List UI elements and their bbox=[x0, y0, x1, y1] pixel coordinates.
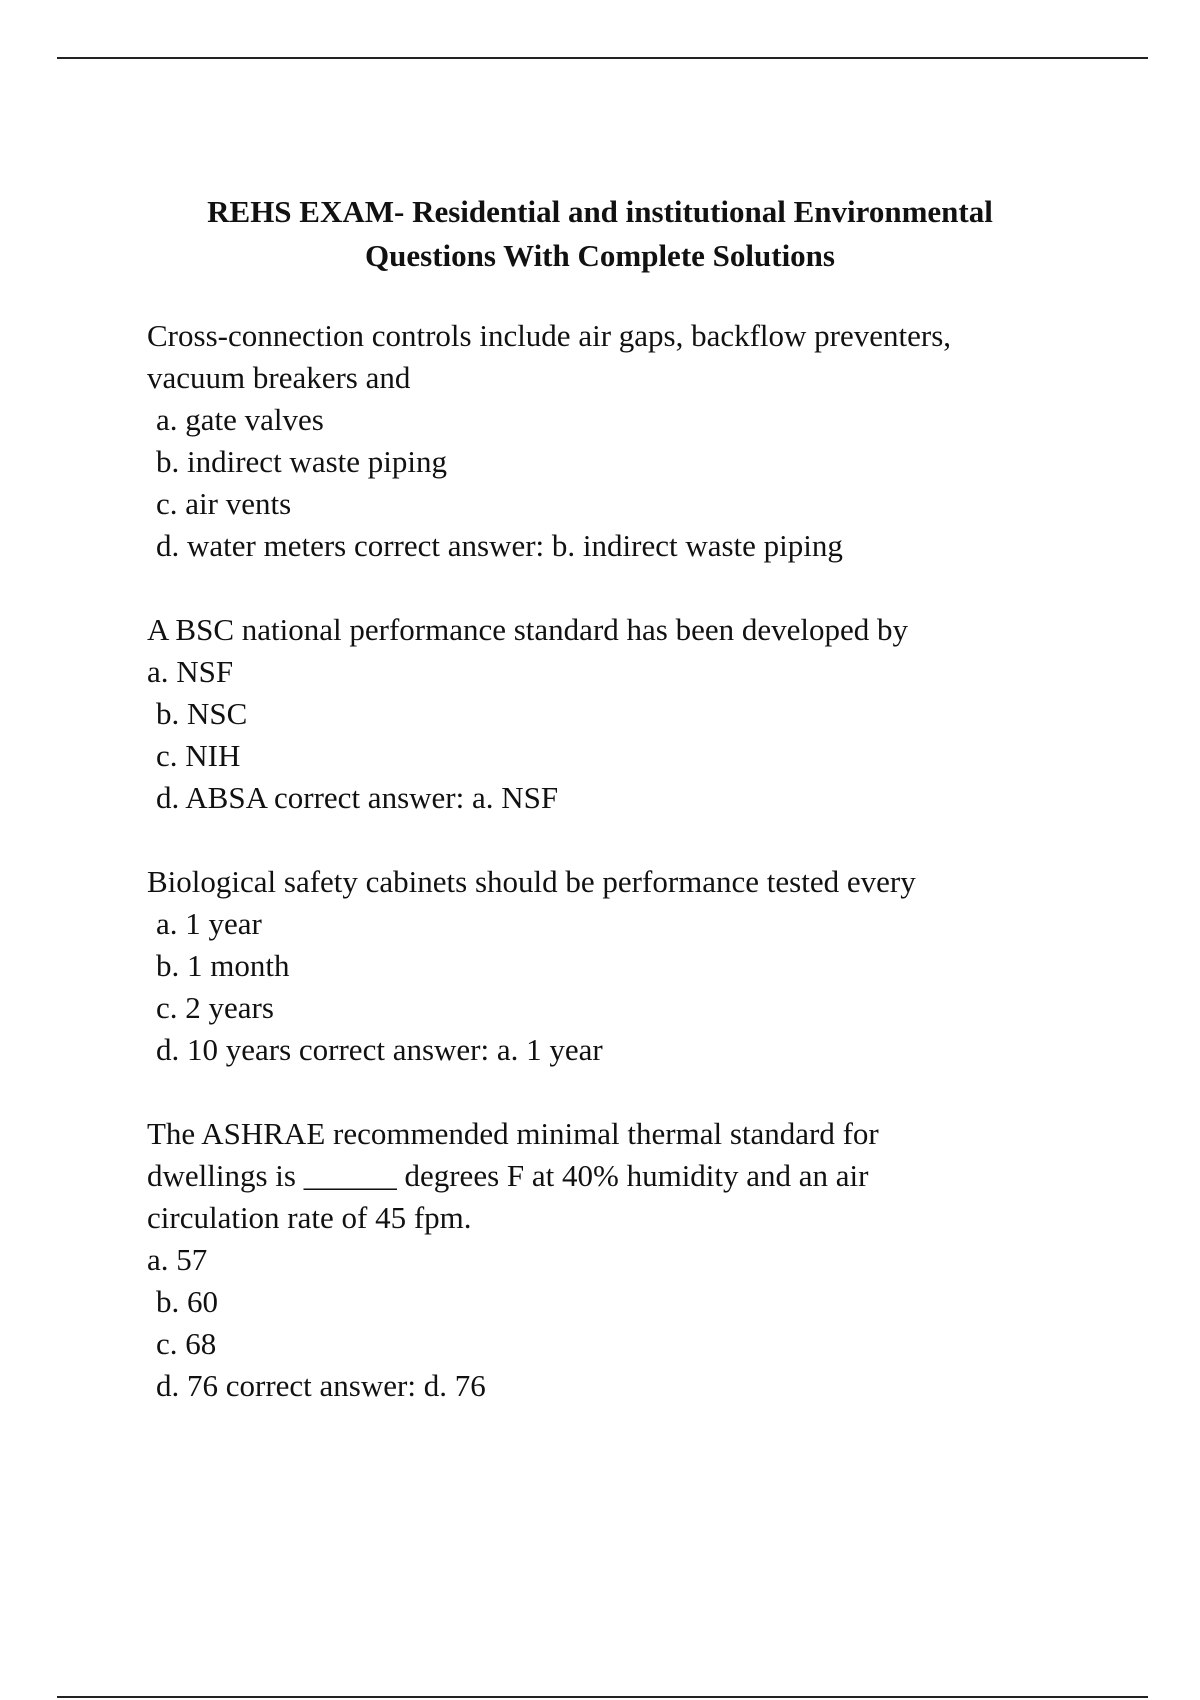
option-a: a. NSF bbox=[147, 654, 234, 689]
question-1 bbox=[147, 315, 1107, 567]
option-c: c. NIH bbox=[156, 738, 241, 773]
option-c: c. 2 years bbox=[156, 990, 274, 1025]
option-b: b. 1 month bbox=[156, 948, 290, 983]
question-2 bbox=[147, 609, 1107, 819]
option-d-answer: d. ABSA correct answer: a. NSF bbox=[156, 780, 559, 815]
question-stem: Cross-connection controls include air gaps, backflow preventers, bbox=[147, 318, 952, 353]
option-a: a. 57 bbox=[147, 1242, 208, 1277]
top-rule bbox=[57, 57, 1148, 59]
question-stem: dwellings is ______ degrees F at 40% humidity and an air bbox=[147, 1158, 869, 1193]
option-b: b. indirect waste piping bbox=[156, 444, 447, 479]
option-c: c. air vents bbox=[156, 486, 292, 521]
title-line-2: Questions With Complete Solutions bbox=[365, 238, 835, 273]
document-title bbox=[0, 190, 1200, 278]
bottom-rule bbox=[57, 1696, 1148, 1698]
question-stem: circulation rate of 45 fpm. bbox=[147, 1200, 472, 1235]
question-stem: vacuum breakers and bbox=[147, 360, 411, 395]
option-d-answer: d. 76 correct answer: d. 76 bbox=[156, 1368, 486, 1403]
question-3 bbox=[147, 861, 1107, 1071]
question-stem: A BSC national performance standard has been developed by bbox=[147, 612, 908, 647]
question-4 bbox=[147, 1113, 1107, 1407]
option-c: c. 68 bbox=[156, 1326, 217, 1361]
question-stem: Biological safety cabinets should be performance tested every bbox=[147, 864, 916, 899]
option-d-answer: d. 10 years correct answer: a. 1 year bbox=[156, 1032, 603, 1067]
option-b: b. NSC bbox=[156, 696, 248, 731]
title-line-1: REHS EXAM- Residential and institutional Environmental bbox=[207, 194, 993, 229]
option-b: b. 60 bbox=[156, 1284, 218, 1319]
option-a: a. gate valves bbox=[156, 402, 324, 437]
option-d-answer: d. water meters correct answer: b. indirect waste piping bbox=[156, 528, 843, 563]
option-a: a. 1 year bbox=[156, 906, 262, 941]
question-stem: The ASHRAE recommended minimal thermal standard for bbox=[147, 1116, 879, 1151]
